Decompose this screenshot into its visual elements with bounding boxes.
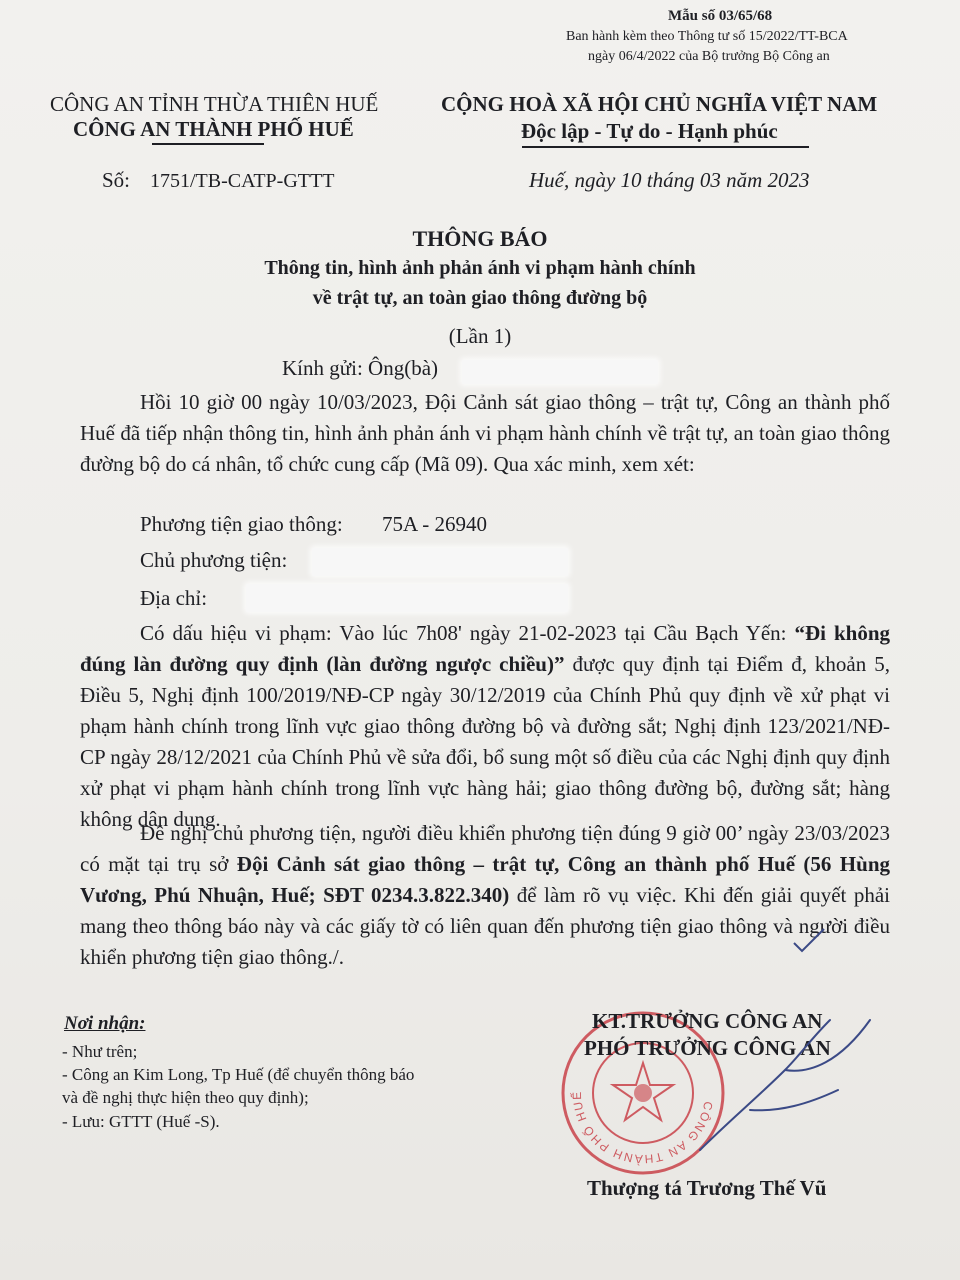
request-rest: để làm rõ vụ việc. Khi đến giải quyết phải mang theo thông báo này và các giấy tờ có liên quan đến phương tiện giao thông và người điều khiển phương tiện giao thông./. xyxy=(80,883,890,969)
doc-number-label: Số: xyxy=(102,168,131,192)
title-main: THÔNG BÁO xyxy=(412,226,548,251)
motto-underline xyxy=(522,146,809,148)
address-label: Địa chỉ: xyxy=(140,586,208,610)
receivers-item-2: - Công an Kim Long, Tp Huế (để chuyển thông báo xyxy=(62,1065,415,1084)
nation-name: CỘNG HOÀ XÃ HỘI CHỦ NGHĨA VIỆT NAM xyxy=(441,92,878,116)
vehicle-plate: 75A - 26940 xyxy=(382,512,487,536)
signature-title-line2: PHÓ TRƯỞNG CÔNG AN xyxy=(584,1036,831,1060)
agency-parent: CÔNG AN TỈNH THỪA THIÊN HUẾ xyxy=(50,92,379,116)
violation-rest: được quy định tại Điểm đ, khoản 5, Điều 5, Nghị định 100/2019/NĐ-CP ngày 30/12/2019 của Chính Phủ quy định về xử phạt vi phạm hành chính trong lĩnh vực giao thông đường bộ và đường sắt; Nghị định 123/2021/NĐ-CP ngày 28/12/2021 của Chính Phủ về sửa đổi, bổ sung một số điều của các Nghị định quy định xử phạt vi phạm hành chính trong lĩnh vực hàng hải; giao thông đường bộ, đường sắt; hàng không dân dụng. xyxy=(80,652,890,831)
seal-ring-text: CÔNG AN THÀNH PHỐ HUẾ xyxy=(569,1090,716,1167)
handwritten-signature xyxy=(690,1000,890,1170)
title-sub2: về trật tự, an toàn giao thông đường bộ xyxy=(312,287,648,309)
vehicle-label: Phương tiện giao thông: xyxy=(140,512,343,536)
form-issued-line2: ngày 06/4/2022 của Bộ trưởng Bộ Công an xyxy=(588,49,830,64)
signer-name: Thượng tá Trương Thế Vũ xyxy=(587,1176,827,1200)
address-redacted xyxy=(246,584,568,612)
violation-paragraph xyxy=(80,618,890,835)
request-lead: Đề nghị chủ phương tiện, người điều khiển phương tiện đúng 9 giờ 00’ ngày 23/03/2023 có mặt tại trụ sở xyxy=(80,821,890,876)
form-issued-line1: Ban hành kèm theo Thông tư số 15/2022/TT-BCA xyxy=(566,29,848,44)
recipient-name-redacted xyxy=(462,360,658,384)
doc-number: 1751/TB-CATP-GTTT xyxy=(150,170,335,192)
agency-underline xyxy=(152,143,264,145)
signature-title-line1: KT.TRƯỞNG CÔNG AN xyxy=(592,1009,823,1033)
receivers-title: Nơi nhận: xyxy=(64,1013,146,1034)
recipient-label: Kính gửi: Ông(bà) xyxy=(282,356,439,380)
owner-name-redacted xyxy=(312,548,568,576)
seal-center-dot xyxy=(634,1084,652,1102)
intro-text: Hồi 10 giờ 00 ngày 10/03/2023, Đội Cảnh sát giao thông – trật tự, Công an thành phố Huế đã tiếp nhận thông tin, hình ảnh phản ánh vi phạm hành chính về trật tự, an toàn giao thông đường bộ do cá nhân, tổ chức cung cấp (Mã 09). Qua xác minh, xem xét: xyxy=(80,390,890,476)
violation-bold: “Đi không đúng làn đường quy định (làn đường ngược chiều)” xyxy=(80,621,890,676)
check-mark-icon xyxy=(790,925,830,955)
title-sub1: Thông tin, hình ảnh phản ánh vi phạm hành chính xyxy=(264,257,696,279)
receivers-item-1: - Như trên; xyxy=(62,1042,138,1061)
nation-motto: Độc lập - Tự do - Hạnh phúc xyxy=(521,119,778,143)
violation-lead: Có dấu hiệu vi phạm: Vào lúc 7h08' ngày 21-02-2023 tại Cầu Bạch Yến: xyxy=(140,621,795,645)
form-number: Mẫu số 03/65/68 xyxy=(668,8,773,24)
receivers-item-3: và đề nghị thực hiện theo quy định); xyxy=(62,1088,309,1107)
receivers-item-4: - Lưu: GTTT (Huế -S). xyxy=(62,1112,220,1131)
title-round: (Lần 1) xyxy=(448,324,512,348)
agency-name: CÔNG AN THÀNH PHỐ HUẾ xyxy=(73,117,354,141)
owner-label: Chủ phương tiện: xyxy=(140,548,288,572)
intro-paragraph xyxy=(80,387,890,480)
issue-date: Huế, ngày 10 tháng 03 năm 2023 xyxy=(529,168,810,192)
request-paragraph xyxy=(80,818,890,973)
request-bold: Đội Cảnh sát giao thông – trật tự, Công an thành phố Huế (56 Hùng Vương, Phú Nhuận, Huế; SĐT 0234.3.822.340) xyxy=(80,852,890,907)
